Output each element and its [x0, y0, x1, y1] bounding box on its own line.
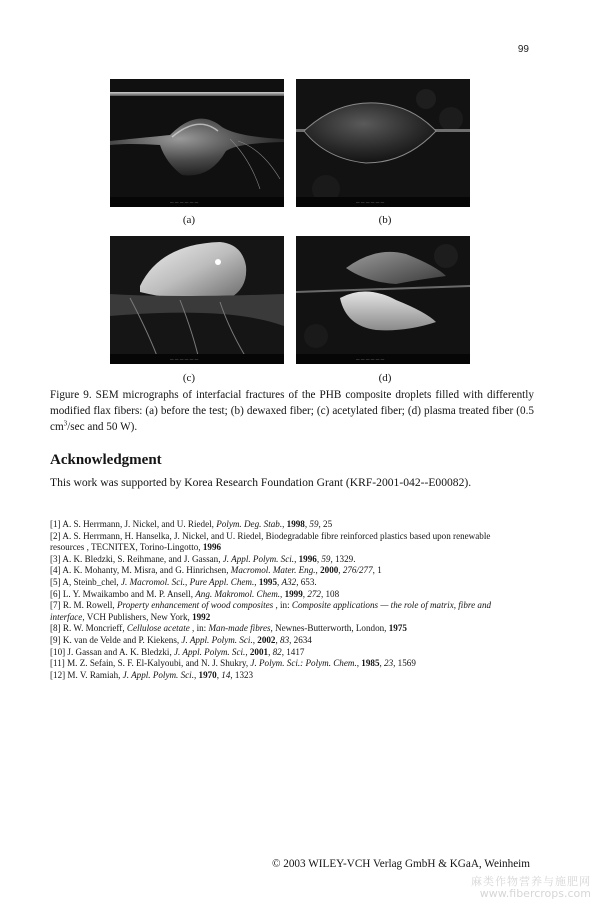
reference-text: 1970 [198, 669, 217, 680]
reference-item [50, 577, 520, 589]
svg-text:─ ─ ─ ─ ─ ─: ─ ─ ─ ─ ─ ─ [356, 357, 385, 363]
reference-text: , 1329. [330, 553, 356, 564]
reference-text: , [245, 646, 250, 657]
reference-text: , 1323 [230, 669, 254, 680]
svg-text:─ ─ ─ ─ ─ ─: ─ ─ ─ ─ ─ ─ [170, 200, 199, 206]
reference-text: Cellulose acetate [126, 623, 190, 634]
figure-label-c: (c) [182, 372, 196, 384]
reference-text: [9] K. van de Velde and P. Kiekens, [50, 634, 182, 645]
reference-text: , [356, 658, 362, 669]
caption-text: Figure 9. SEM micrographs of interfacial fractures of the PHB composite droplets filled with differently modified flax fibers: (a) before the test; (b) dewaxed fiber; (c) acetylated fiber; (d) plasma treated fiber (0.5 cm [50, 389, 534, 433]
reference-item [50, 658, 520, 670]
reference-text: [11] M. Z. Sefain, S. F. El-Kalyoubi, and N. J. Shukry, [50, 658, 251, 669]
reference-text: J. Polym. Sci.: Polym. Chem. [250, 658, 357, 669]
reference-text: , [304, 519, 310, 529]
reference-text: 59 [309, 519, 319, 529]
reference-text: A32 [281, 576, 297, 587]
acknowledgment-heading: Acknowledgment [50, 452, 162, 468]
reference-text: [5] A, Steinb_chel, [50, 576, 121, 587]
reference-text: 276/277 [342, 565, 373, 576]
reference-text: Man-made fibres [208, 623, 271, 634]
reference-item [50, 623, 520, 635]
reference-text: , 2634 [289, 634, 312, 645]
reference-text: [1] A. S. Herrmann, J. Nickel, and U. Riedel, [50, 519, 217, 529]
reference-text: , [282, 519, 287, 529]
reference-text: , 653. [296, 576, 317, 587]
reference-text: , [316, 553, 322, 564]
reference-text: 59 [321, 553, 331, 564]
figure-label-b: (b) [378, 214, 392, 226]
sem-micrograph-a [110, 79, 284, 207]
reference-text: 1985 [361, 658, 380, 669]
reference-item [50, 565, 520, 577]
reference-text: [7] R. M. Rowell, [50, 600, 117, 611]
reference-text: , 25 [318, 519, 333, 529]
sem-micrograph-b [296, 79, 470, 207]
reference-text: 2000 [320, 565, 339, 576]
reference-text: 272 [307, 588, 321, 599]
reference-text: 1996 [202, 542, 222, 553]
reference-item [50, 600, 520, 623]
svg-text:─ ─ ─ ─ ─ ─: ─ ─ ─ ─ ─ ─ [170, 357, 199, 363]
reference-text: J. Appl. Polym. Sci. [222, 553, 295, 564]
reference-text: 2001 [249, 646, 269, 657]
sem-micrograph-c [110, 236, 284, 364]
reference-text: , VCH Publishers, New York, [82, 611, 193, 622]
reference-text: 1996 [298, 553, 317, 564]
figure-label-a: (a) [182, 214, 196, 226]
watermark-chinese-text: 麻类作物营养与施肥网 [471, 875, 591, 888]
footer-copyright: © 2003 WILEY-VCH Verlag GmbH & KGaA, Weinheim [271, 858, 530, 870]
reference-text: , [280, 588, 285, 599]
reference-item [50, 589, 520, 601]
reference-text: Macromol. Mater. Eng. [230, 565, 316, 576]
reference-text: 14 [221, 669, 231, 680]
reference-text: , 108 [320, 588, 340, 599]
reference-text: , in: [273, 600, 292, 611]
reference-text: , [315, 565, 321, 576]
reference-item [50, 635, 520, 647]
reference-list [50, 519, 520, 681]
page-number: 99 [517, 44, 529, 55]
reference-text: J. Macromol. Sci., Pure Appl. Chem. [120, 576, 255, 587]
reference-text: , [193, 669, 199, 680]
reference-text: , [268, 646, 273, 657]
reference-text: J. Appl. Polym. Sci. [181, 634, 253, 645]
figure-label-d: (d) [378, 372, 392, 384]
reference-text: 1999 [284, 588, 303, 599]
reference-text: J. Appl. Polym. Sci. [174, 646, 246, 657]
reference-text: J. Appl. Polym. Sci. [122, 669, 194, 680]
watermark [471, 876, 591, 900]
reference-text: Polym. Deg. Stab. [216, 519, 283, 529]
reference-item [50, 647, 520, 659]
reference-text: Ang. Makromol. Chem. [195, 588, 281, 599]
reference-text: , in: [189, 623, 209, 634]
reference-text: , 1417 [281, 646, 305, 657]
reference-text: , [379, 658, 385, 669]
reference-text: 1995 [258, 576, 277, 587]
reference-text: , 1569 [393, 658, 416, 669]
reference-text: , Newnes-Butterworth, London, [270, 623, 389, 634]
acknowledgment-text: This work was supported by Korea Research Foundation Grant (KRF-2001-042--E00082). [50, 476, 472, 489]
reference-text: , [277, 576, 282, 587]
reference-text: , [216, 669, 222, 680]
reference-item [50, 670, 520, 682]
watermark-url: www.fibercrops.com [479, 887, 591, 900]
caption-text-end: /sec and 50 W). [67, 421, 138, 433]
reference-text: , [254, 576, 259, 587]
reference-text: , 1 [372, 565, 382, 576]
reference-text: 1992 [192, 611, 211, 622]
reference-text: [8] R. W. Moncrieff, [50, 623, 127, 634]
reference-text: [10] J. Gassan and A. K. Bledzki, [50, 646, 175, 657]
reference-item [50, 554, 520, 566]
caption-superscript: 3 [63, 419, 68, 428]
reference-text: 82 [272, 646, 282, 657]
sem-micrograph-d [296, 236, 470, 364]
reference-text: [4] A. K. Mohanty, M. Misra, and G. Hinrichsen, [50, 565, 231, 576]
reference-text: [6] L. Y. Mwaikambo and M. P. Ansell, [50, 588, 196, 599]
reference-text: [12] M. V. Ramiah, [50, 669, 123, 680]
reference-text: [3] A. K. Bledzki, S. Reihmane, and J. Gassan, [50, 553, 223, 564]
reference-text: , [252, 634, 258, 645]
reference-item [50, 531, 520, 554]
reference-item [50, 519, 520, 531]
reference-text: Property enhancement of wood composites [116, 600, 274, 611]
reference-text: 1998 [286, 519, 305, 529]
reference-text: 83 [280, 634, 290, 645]
svg-text:─ ─ ─ ─ ─ ─: ─ ─ ─ ─ ─ ─ [356, 200, 385, 206]
reference-text: 1975 [388, 623, 407, 634]
reference-text: , [294, 553, 299, 564]
reference-text: [2] A. S. Herrmann, H. Hanselka, J. Nickel, and U. Riedel, Biodegradable fibre reinforced plastics based upon renewable resources , TECNITEX, Torino-Lingotto, [50, 530, 491, 553]
reference-text: , [338, 565, 343, 576]
reference-text: , [275, 634, 281, 645]
reference-text: 2002 [257, 634, 276, 645]
reference-text: Composite applications — the role of matrix, fibre and interface [50, 600, 492, 622]
figure-caption [50, 387, 534, 435]
reference-text: 23 [384, 658, 394, 669]
reference-text: , [302, 588, 308, 599]
